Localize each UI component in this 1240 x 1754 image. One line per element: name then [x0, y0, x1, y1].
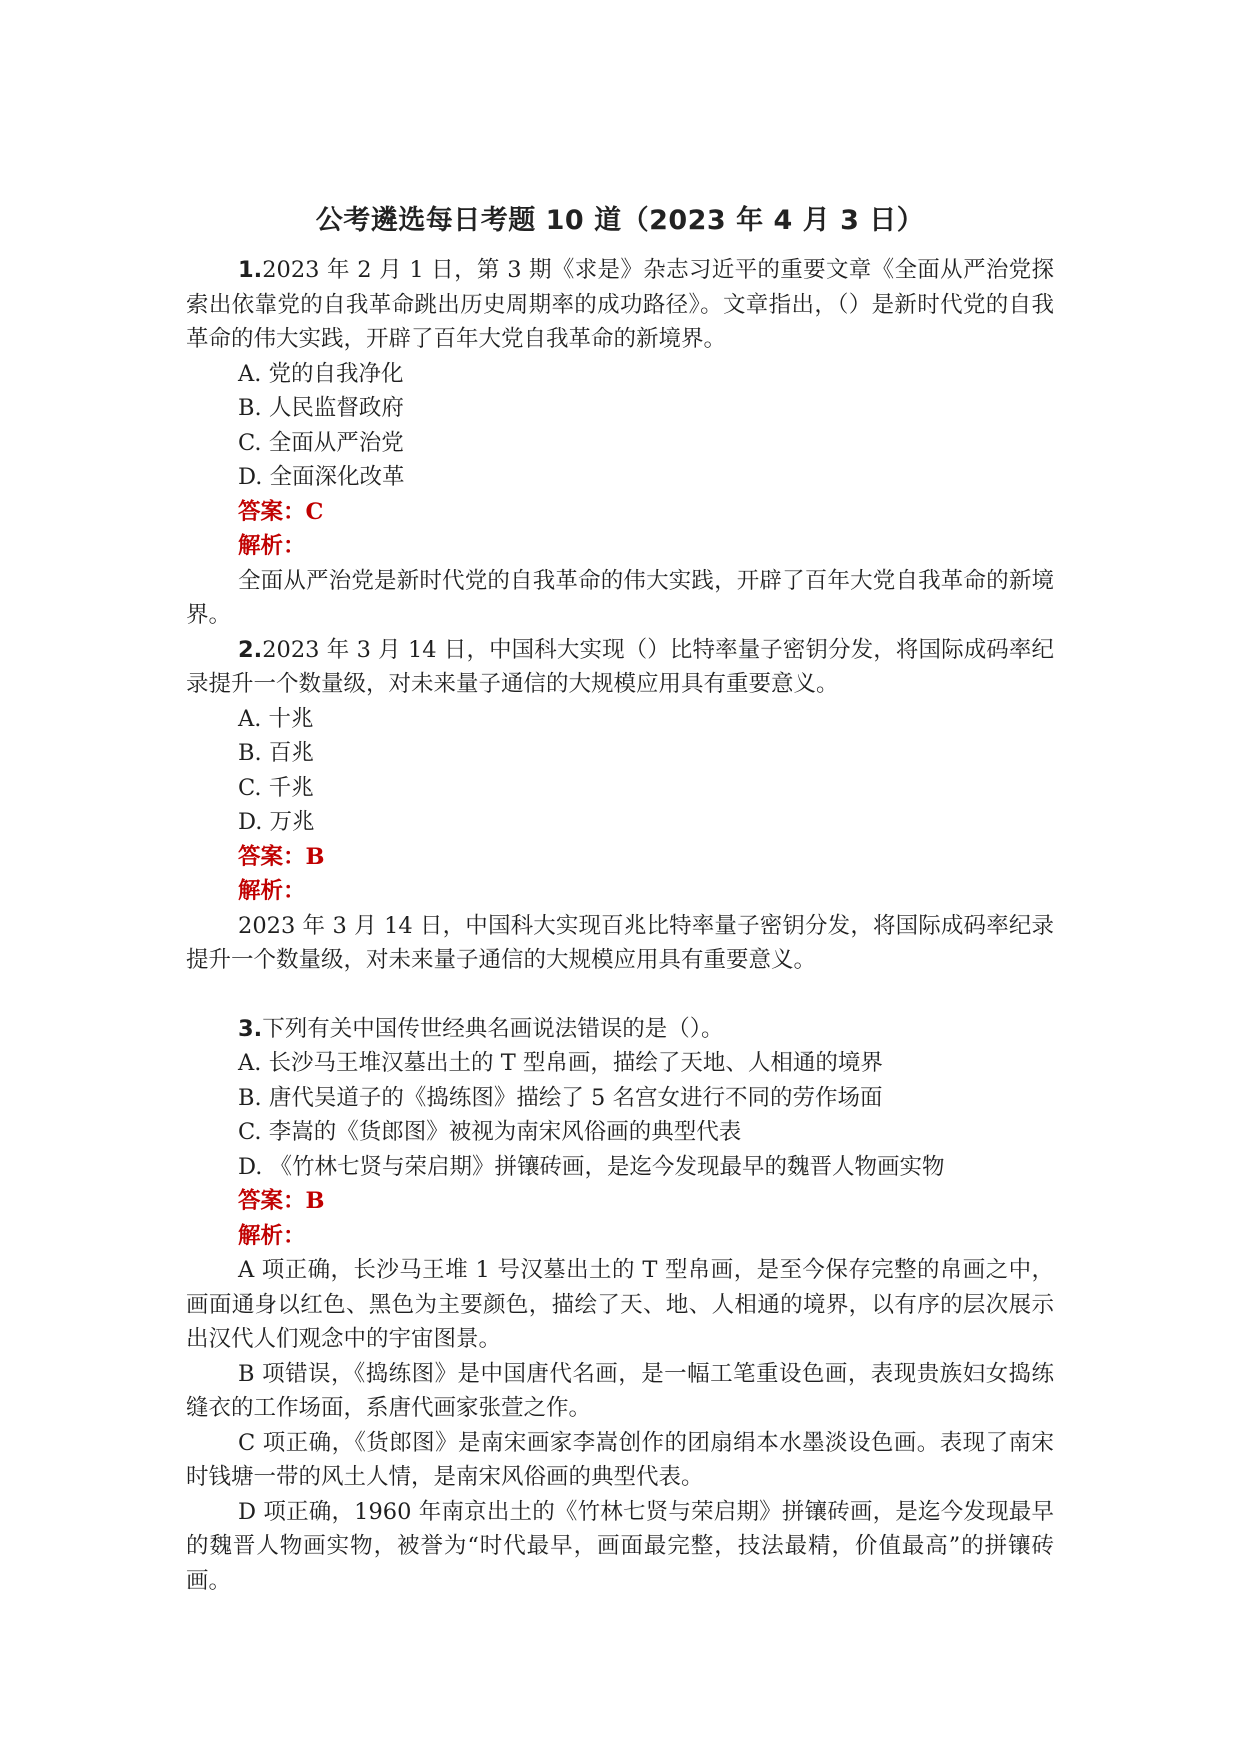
option-d: D. 万兆	[238, 809, 315, 835]
option-a: A. 长沙马王堆汉墓出土的 T 型帛画，描绘了天地、人相通的境界	[238, 1050, 883, 1076]
question-1	[186, 253, 1054, 633]
option-b: B. 人民监督政府	[238, 395, 404, 421]
option-d: D. 全面深化改革	[238, 464, 405, 490]
question-stem	[186, 1012, 1054, 1047]
analysis-text: C 项正确，《货郎图》是南宋画家李嵩创作的团扇绢本水墨淡设色画。表现了南宋时钱塘一带的风土人情，是南宋风俗画的典型代表。	[186, 1429, 1054, 1490]
analysis-label: 解析：	[238, 878, 306, 904]
option-c: C. 李嵩的《货郎图》被视为南宋风俗画的典型代表	[238, 1119, 742, 1145]
analysis-text: 全面从严治党是新时代党的自我革命的伟大实践，开辟了百年大党自我革命的新境界。	[186, 567, 1054, 628]
option-a: A. 十兆	[238, 705, 314, 732]
question-number: 3.	[238, 1015, 263, 1042]
question-2	[186, 633, 1054, 978]
question-text: 2023 年 3 月 14 日，中国科大实现（）比特率量子密钥分发，将国际成码率纪录提升一个数量级，对未来量子通信的大规模应用具有重要意义。	[186, 636, 1054, 697]
analysis-text: 2023 年 3 月 14 日，中国科大实现百兆比特率量子密钥分发，将国际成码率纪录提升一个数量级，对未来量子通信的大规模应用具有重要意义。	[186, 912, 1054, 973]
question-text: 下列有关中国传世经典名画说法错误的是（）。	[262, 1015, 724, 1042]
question-number: 1.	[238, 257, 263, 283]
option-c: C. 千兆	[238, 774, 314, 801]
analysis-text: A 项正确，长沙马王堆 1 号汉墓出土的 T 型帛画，是至今保存完整的帛画之中，画面通身以红色、黑色为主要颜色，描绘了天、地、人相通的境界，以有序的层次展示出汉代人们观念中的宇宙图景。	[186, 1257, 1054, 1352]
answer-line: 答案：B	[238, 1188, 325, 1214]
spacer	[186, 978, 1054, 1012]
question-stem	[186, 633, 1054, 702]
answer-line: 答案：B	[238, 843, 325, 870]
analysis-label: 解析：	[238, 1222, 306, 1249]
analysis-text: D 项正确，1960 年南京出土的《竹林七贤与荣启期》拼镶砖画，是迄今发现最早的魏晋人物画实物，被誉为“时代最早，画面最完整，技法最精，价值最高”的拼镶砖画。	[186, 1498, 1054, 1594]
question-3	[186, 1012, 1054, 1599]
analysis-label: 解析：	[238, 533, 306, 559]
question-number: 2.	[238, 636, 263, 663]
option-b: B. 唐代吴道子的《捣练图》描绘了 5 名宫女进行不同的劳作场面	[238, 1084, 883, 1111]
option-b: B. 百兆	[238, 740, 314, 766]
analysis-text: B 项错误，《捣练图》是中国唐代名画，是一幅工笔重设色画，表现贵族妇女捣练缝衣的工作场面，系唐代画家张萱之作。	[186, 1360, 1054, 1421]
option-a: A. 党的自我净化	[238, 360, 404, 387]
answer-line: 答案：C	[238, 498, 324, 525]
question-stem	[186, 253, 1054, 357]
option-c: C. 全面从严治党	[238, 429, 404, 456]
option-d: D. 《竹林七贤与荣启期》拼镶砖画，是迄今发现最早的魏晋人物画实物	[238, 1153, 945, 1180]
document-title: 公考遴选每日考题 10 道（2023 年 4 月 3 日）	[315, 205, 925, 236]
question-text: 2023 年 2 月 1 日，第 3 期《求是》杂志习近平的重要文章《全面从严治党探索出依靠党的自我革命跳出历史周期率的成功路径》。文章指出，（）是新时代党的自我革命的伟大实践，开辟了百年大党自我革命的新境界。	[186, 257, 1054, 352]
